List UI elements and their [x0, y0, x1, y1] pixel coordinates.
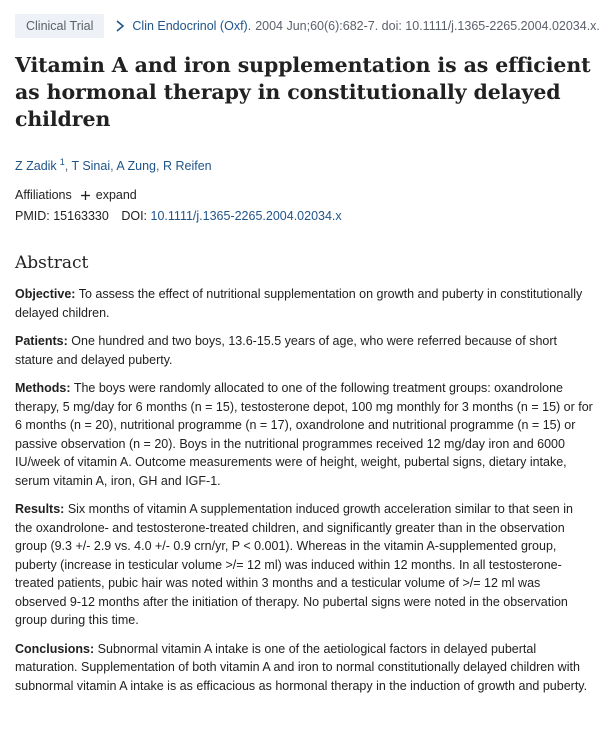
- abstract-body: [15, 285, 593, 705]
- section-text: The boys were randomly allocated to one of the following treatment groups: oxandrolone therapy, 5 mg/day for 6 months (n = 15), testosterone depot, 100 mg monthly for 3 months (n = 15) or for 6 months (n = 20), nutritional programme (n = 17), oxandrolone and nutritional programme (n = 15) or passive observation (n = 20). Boys in the nutritional programmes received 12 mg/day iron and 6000 IU/week of vitamin A. Outcome measurements were of height, weight, pubertal signs, dietary intake, serum vitamin A, iron, GH and IGF-1.: [15, 381, 593, 488]
- section-label: Methods:: [15, 381, 71, 395]
- pmid-value: 15163330: [53, 209, 109, 223]
- doi-label: DOI:: [121, 209, 148, 223]
- section-label: Objective:: [15, 287, 76, 301]
- abstract-conclusions: [15, 640, 593, 696]
- author-link[interactable]: A Zung: [116, 159, 157, 173]
- author-list: [15, 158, 212, 174]
- author-link[interactable]: R Reifen: [162, 159, 212, 173]
- abstract-heading: Abstract: [15, 253, 89, 273]
- author-separator: ,: [110, 159, 117, 173]
- article-title: Vitamin A and iron supplementation is as efficient as hormonal therapy in constitutionally delayed children: [15, 53, 591, 131]
- doi-link[interactable]: 10.1111/j.1365-2265.2004.02034.x: [150, 209, 342, 223]
- section-text: One hundred and two boys, 13.6-15.5 years of age, who were referred because of short stature and delayed puberty.: [15, 334, 557, 367]
- section-label: Patients:: [15, 334, 68, 348]
- author-link[interactable]: Z Zadik: [15, 159, 57, 173]
- affiliations-expand-button[interactable]: [80, 188, 137, 202]
- pmid-label: PMID:: [15, 209, 50, 223]
- abstract-objective: [15, 285, 593, 322]
- section-text: Six months of vitamin A supplementation induced growth acceleration similar to that seen in the oxandrolone- and testosterone-treated children, and significantly greater than in the observation group (9.3 +/- 2.9 vs. 4.0 +/- 0.9 crn/yr, P < 0.001). Whereas in the vitamin A-supplemented group, puberty (increase in testicular volume >/= 12 ml) was induced within 12 months. In all testosterone-treated patients, pubic hair was noted within 3 months and a testicular volume of >/= 12 ml was observed 9-12 months after the initiation of therapy. No pubertal signs were noted in the observation group during this time.: [15, 502, 573, 627]
- section-label: Conclusions:: [15, 641, 95, 656]
- plus-icon: [80, 190, 91, 201]
- affiliations-label: Affiliations: [15, 188, 72, 202]
- citation-bar: [15, 14, 607, 38]
- section-text: Subnormal vitamin A intake is one of the aetiological factors in delayed pubertal maturation. Supplementation of both vitamin A and iron to normal constitutionally delayed children with subnormal vitamin A intake is as efficacious as hormonal therapy in the induction of growth and puberty.: [15, 641, 588, 693]
- journal-link[interactable]: Clin Endocrinol (Oxf).: [132, 19, 252, 33]
- identifiers-row: [15, 209, 342, 223]
- abstract-results: [15, 500, 593, 630]
- abstract-patients: [15, 332, 593, 369]
- affiliations-row: [15, 188, 137, 202]
- abstract-methods: [15, 379, 593, 490]
- author-separator: ,: [156, 159, 163, 173]
- publication-type-badge: Clinical Trial: [15, 14, 104, 38]
- author-separator: ,: [64, 159, 72, 173]
- author-link[interactable]: T Sinai: [71, 159, 111, 173]
- citation-details: 2004 Jun;60(6):682-7. doi: 10.1111/j.1365-2265.2004.02034.x.: [255, 19, 600, 33]
- section-label: Results:: [15, 502, 65, 516]
- expand-label: expand: [95, 188, 137, 202]
- chevron-right-icon: [114, 19, 126, 33]
- section-text: To assess the effect of nutritional supplementation on growth and puberty in constitutionally delayed children.: [15, 287, 583, 320]
- affiliation-ref[interactable]: 1: [59, 156, 65, 167]
